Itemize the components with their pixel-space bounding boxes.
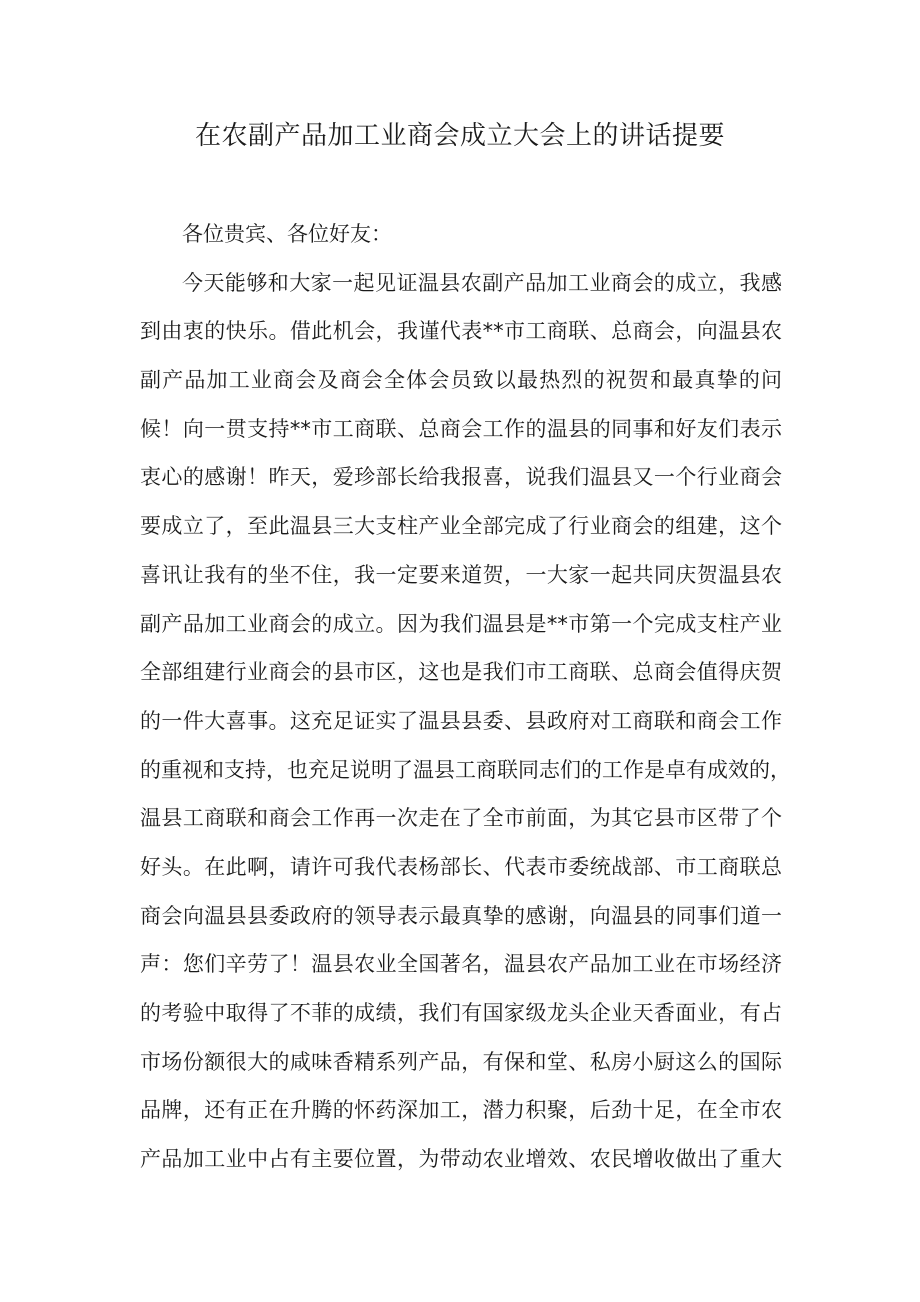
document-title: 在农副产品加工业商会成立大会上的讲话提要 bbox=[194, 121, 725, 151]
body-line: 副产品加工业商会的成立。因为我们温县是**市第一个完成支柱产业 bbox=[140, 611, 782, 636]
salutation-line: 各位贵宾、各位好友： bbox=[182, 222, 392, 246]
body-line: 好头。在此啊，请许可我代表杨部长、代表市委统战部、市工商联总 bbox=[140, 854, 782, 879]
body-line: 产品加工业中占有主要位置，为带动农业增效、农民增收做出了重大 bbox=[140, 1147, 782, 1172]
body-line: 市场份额很大的咸味香精系列产品，有保和堂、私房小厨这么的国际 bbox=[140, 1049, 782, 1074]
body-line: 的考验中取得了不菲的成绩，我们有国家级龙头企业天香面业，有占 bbox=[140, 1001, 782, 1025]
body-line: 的一件大喜事。这充足证实了温县县委、县政府对工商联和商会工作 bbox=[140, 708, 782, 733]
body-line: 今天能够和大家一起见证温县农副产品加工业商会的成立，我感 bbox=[182, 270, 782, 295]
body-line: 温县工商联和商会工作再一次走在了全市前面，为其它县市区带了个 bbox=[140, 806, 782, 831]
body-line: 副产品加工业商会及商会全体会员致以最热烈的祝贺和最真挚的问 bbox=[140, 368, 782, 393]
body-line: 全部组建行业商会的县市区，这也是我们市工商联、总商会值得庆贺 bbox=[140, 660, 782, 685]
body-line: 商会向温县县委政府的领导表示最真挚的感谢，向温县的同事们道一 bbox=[140, 903, 782, 928]
body-line: 衷心的感谢！昨天，爱珍部长给我报喜，说我们温县又一个行业商会 bbox=[140, 465, 782, 490]
body-line: 的重视和支持，也充足说明了温县工商联同志们的工作是卓有成效的， bbox=[140, 757, 791, 782]
body-line: 要成立了，至此温县三大支柱产业全部完成了行业商会的组建，这个 bbox=[140, 514, 782, 539]
body-line: 品牌，还有正在升腾的怀药深加工，潜力积聚，后劲十足，在全市农 bbox=[140, 1098, 782, 1123]
document-body bbox=[140, 215, 791, 1189]
body-line: 到由衷的快乐。借此机会，我谨代表**市工商联、总商会，向温县农 bbox=[140, 319, 782, 344]
body-line: 声：您们辛劳了！温县农业全国著名，温县农产品加工业在市场经济 bbox=[140, 952, 782, 977]
body-line: 喜讯让我有的坐不住，我一定要来道贺，一大家一起共同庆贺温县农 bbox=[140, 562, 782, 587]
body-line: 候！向一贯支持**市工商联、总商会工作的温县的同事和好友们表示 bbox=[140, 416, 782, 441]
